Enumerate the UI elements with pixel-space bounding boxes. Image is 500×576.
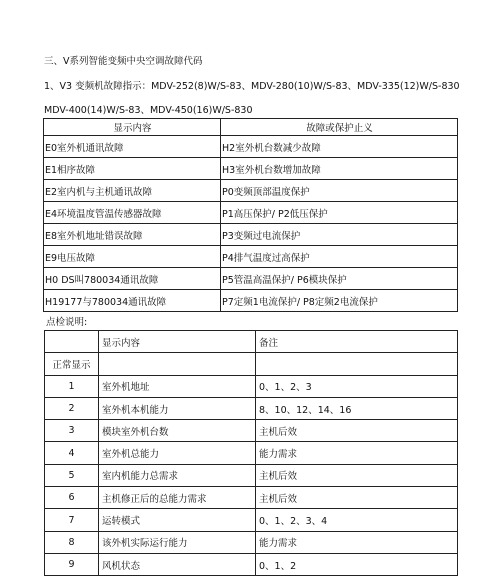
page-heading: 三、V系列智能变频中央空调故障代码 bbox=[44, 56, 203, 67]
table-row bbox=[45, 531, 458, 553]
fault-code-cell: P4排气温度过高保护 bbox=[221, 246, 458, 268]
fault-code-cell: E8室外机地址错误故障 bbox=[44, 224, 221, 246]
fault-code-cell: P3变频过电流保护 bbox=[221, 224, 458, 246]
row-number: 3 bbox=[45, 420, 99, 442]
fault-code-cell: H19177与780034通讯故障 bbox=[44, 290, 221, 312]
table-row bbox=[45, 487, 458, 509]
fault-code-cell: E1相序故障 bbox=[44, 158, 221, 180]
table-row bbox=[44, 290, 458, 312]
header-display-content: 显示内容 bbox=[99, 331, 256, 353]
fault-code-cell: E0室外机通讯故障 bbox=[44, 136, 221, 158]
fault-code-cell: P0变频顶部温度保护 bbox=[221, 180, 458, 202]
table-row bbox=[44, 202, 458, 224]
fault-code-cell: E9电压故障 bbox=[44, 246, 221, 268]
header-remarks: 备注 bbox=[256, 331, 458, 353]
empty-cell bbox=[256, 353, 458, 375]
check-description-label: 点检说明: bbox=[46, 317, 88, 328]
fault-code-cell: P5管温高温保护/ P6模块保护 bbox=[221, 268, 458, 290]
section-row bbox=[45, 353, 458, 375]
fault-code-table bbox=[43, 118, 458, 312]
empty-cell bbox=[99, 353, 256, 375]
display-content-cell: 室外机地址 bbox=[99, 375, 256, 397]
fault-code-cell: E4环境温度管温传感器故障 bbox=[44, 202, 221, 224]
fault-table-header bbox=[44, 119, 458, 136]
remark-cell: 能力需求 bbox=[256, 442, 458, 464]
table-row bbox=[45, 464, 458, 486]
check-table-header bbox=[45, 331, 458, 353]
table-row bbox=[44, 158, 458, 180]
remark-cell: 能力需求 bbox=[256, 531, 458, 553]
models-line-2: MDV-400(14)W/S-83、MDV-450(16)W/S-830 bbox=[44, 105, 253, 116]
table-row bbox=[45, 509, 458, 531]
header-fault-meaning: 故障或保护止义 bbox=[221, 119, 458, 136]
fault-code-cell: P1高压保护/ P2低压保护 bbox=[221, 202, 458, 224]
table-row bbox=[44, 268, 458, 290]
table-row bbox=[45, 375, 458, 397]
display-content-cell: 运转模式 bbox=[99, 509, 256, 531]
row-number: 6 bbox=[45, 487, 99, 509]
remark-cell: 0、1、2、3、4 bbox=[256, 509, 458, 531]
display-content-cell: 室外机本机能力 bbox=[99, 397, 256, 419]
table-row bbox=[44, 224, 458, 246]
display-content-cell: 该外机实际运行能力 bbox=[99, 531, 256, 553]
table-row bbox=[44, 246, 458, 268]
fault-code-cell: H0 DS叫780034通讯故障 bbox=[44, 268, 221, 290]
table-row bbox=[45, 553, 458, 575]
table-row bbox=[44, 136, 458, 158]
table-row bbox=[45, 420, 458, 442]
check-description-table bbox=[44, 330, 458, 576]
header-blank bbox=[45, 331, 99, 353]
row-number: 1 bbox=[45, 375, 99, 397]
remark-cell: 主机后效 bbox=[256, 420, 458, 442]
fault-code-cell: H2室外机台数减少故障 bbox=[221, 136, 458, 158]
row-number: 8 bbox=[45, 531, 99, 553]
fault-code-cell: H3室外机台数增加故障 bbox=[221, 158, 458, 180]
remark-cell: 8、10、12、14、16 bbox=[256, 397, 458, 419]
remark-cell: 主机后效 bbox=[256, 487, 458, 509]
header-display-content: 显示内容 bbox=[44, 119, 221, 136]
display-content-cell: 风机状态 bbox=[99, 553, 256, 575]
models-line-1: 1、V3 变频机故障指示：MDV-252(8)W/S-83、MDV-280(10)W/S-83、MDV-335(12)W/S-830 bbox=[44, 81, 460, 92]
display-content-cell: 室外机总能力 bbox=[99, 442, 256, 464]
row-number: 4 bbox=[45, 442, 99, 464]
row-number: 7 bbox=[45, 509, 99, 531]
table-row bbox=[44, 180, 458, 202]
section-normal-display: 正常显示 bbox=[45, 353, 99, 375]
display-content-cell: 模块室外机台数 bbox=[99, 420, 256, 442]
fault-code-cell: P7定频1电流保护/ P8定频2电流保护 bbox=[221, 290, 458, 312]
remark-cell: 0、1、2 bbox=[256, 553, 458, 575]
row-number: 5 bbox=[45, 464, 99, 486]
display-content-cell: 室内机能力总需求 bbox=[99, 464, 256, 486]
fault-code-cell: E2室内机与主机通讯故障 bbox=[44, 180, 221, 202]
remark-cell: 0、1、2、3 bbox=[256, 375, 458, 397]
table-row bbox=[45, 397, 458, 419]
row-number: 9 bbox=[45, 553, 99, 575]
row-number: 2 bbox=[45, 397, 99, 419]
table-row bbox=[45, 442, 458, 464]
remark-cell: 主机后效 bbox=[256, 464, 458, 486]
display-content-cell: 主机修正后的总能力需求 bbox=[99, 487, 256, 509]
